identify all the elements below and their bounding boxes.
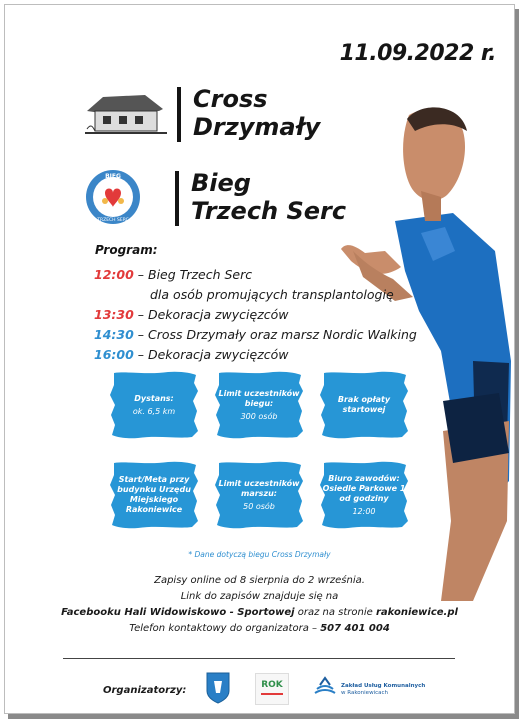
info-tile-value: 50 osób bbox=[243, 501, 275, 511]
info-tile bbox=[318, 459, 410, 531]
info-tile-text bbox=[108, 459, 200, 531]
zuk-text bbox=[341, 683, 425, 697]
info-tile-value: 12:00 bbox=[352, 506, 376, 516]
house-logo bbox=[83, 89, 169, 137]
zuk-name: Zakład Usług Komunalnych bbox=[341, 683, 426, 689]
program-time: 16:00 bbox=[94, 347, 134, 362]
program-item bbox=[94, 307, 289, 322]
program-item bbox=[94, 327, 417, 342]
rok-logo bbox=[255, 673, 289, 705]
facebook-link-text[interactable]: Facebooku Hali Widowiskowo - Sportowej bbox=[61, 607, 295, 618]
rok-logo-text: ROK bbox=[261, 680, 283, 690]
poster-page bbox=[4, 4, 515, 714]
phone-label: Telefon kontaktowy do organizatora – bbox=[129, 623, 321, 634]
info-tile bbox=[213, 369, 305, 441]
event-date: 11.09.2022 r. bbox=[339, 41, 496, 66]
logo-bottom-text: TRZECH SERC bbox=[97, 218, 129, 223]
coat-of-arms-logo bbox=[205, 671, 231, 705]
info-tile-text bbox=[213, 459, 305, 531]
divider-bar-2 bbox=[175, 171, 179, 226]
title-line-2: Drzymały bbox=[193, 113, 321, 141]
info-tile bbox=[108, 369, 200, 441]
info-tile-heading: Brak opłaty startowej bbox=[337, 395, 391, 414]
info-line-2: Link do zapisów znajduje się na bbox=[180, 591, 339, 602]
program-text: – Cross Drzymały oraz marsz Nordic Walking bbox=[133, 327, 417, 342]
program-time: 12:00 bbox=[94, 267, 134, 282]
info-tile-text bbox=[318, 459, 410, 531]
website-link-text[interactable]: rakoniewice.pl bbox=[375, 607, 458, 618]
program-item-continuation: dla osób promujących transplantologię bbox=[150, 287, 394, 302]
zuk-place: w Rakoniewicach bbox=[341, 690, 388, 696]
phone-number: 507 401 004 bbox=[320, 623, 390, 634]
organizers-label: Organizatorzy: bbox=[103, 685, 187, 696]
info-tile-heading: Dystans: bbox=[134, 393, 174, 403]
logo-top-text: BIEG bbox=[105, 173, 121, 180]
program-text: – Bieg Trzech Serc bbox=[133, 267, 253, 282]
bieg-trzech-serc-title bbox=[191, 169, 346, 225]
program-text: – Dekoracja zwycięzców bbox=[133, 307, 289, 322]
title-line-2: Trzech Serc bbox=[191, 197, 347, 225]
program-time: 14:30 bbox=[94, 327, 134, 342]
info-tile-text bbox=[213, 369, 305, 441]
info-tile-heading: Limit uczestników marszu: bbox=[218, 478, 300, 498]
info-tile-value: 300 osób bbox=[240, 411, 278, 421]
divider-bar-1 bbox=[177, 87, 181, 142]
info-tile bbox=[318, 369, 410, 441]
footnote: * Dane dotyczą biegu Cross Drzymały bbox=[188, 550, 331, 559]
program-item bbox=[94, 347, 289, 362]
cross-drzymaly-title bbox=[193, 85, 320, 141]
info-tile-heading: Limit uczestników biegu: bbox=[218, 388, 300, 408]
title-line-1: Cross bbox=[193, 85, 268, 113]
zuk-logo-icon bbox=[313, 675, 337, 699]
info-tile-text bbox=[108, 369, 200, 441]
info-line-4 bbox=[5, 623, 514, 634]
program-item bbox=[94, 267, 252, 282]
info-tile-value: ok. 6,5 km bbox=[132, 406, 176, 416]
info-tile bbox=[213, 459, 305, 531]
program-time: 13:30 bbox=[94, 307, 134, 322]
title-line-1: Bieg bbox=[191, 169, 251, 197]
info-line-3 bbox=[5, 607, 514, 618]
info-mid-text: oraz na stronie bbox=[294, 607, 376, 618]
info-line-1: Zapisy online od 8 sierpnia do 2 września. bbox=[154, 575, 365, 586]
info-tile-heading: Start/Meta przy budynku Urzędu Miejskiego Rakoniewice bbox=[117, 475, 191, 514]
info-tile bbox=[108, 459, 200, 531]
bieg-trzech-serc-logo bbox=[83, 167, 143, 227]
info-tile-text bbox=[318, 369, 410, 441]
footer-divider bbox=[63, 658, 455, 659]
info-tile-heading: Biuro zawodów: Osiedle Parkowe 1 od godziny bbox=[322, 473, 406, 503]
program-label: Program: bbox=[95, 243, 158, 257]
program-text: – Dekoracja zwycięzców bbox=[133, 347, 289, 362]
